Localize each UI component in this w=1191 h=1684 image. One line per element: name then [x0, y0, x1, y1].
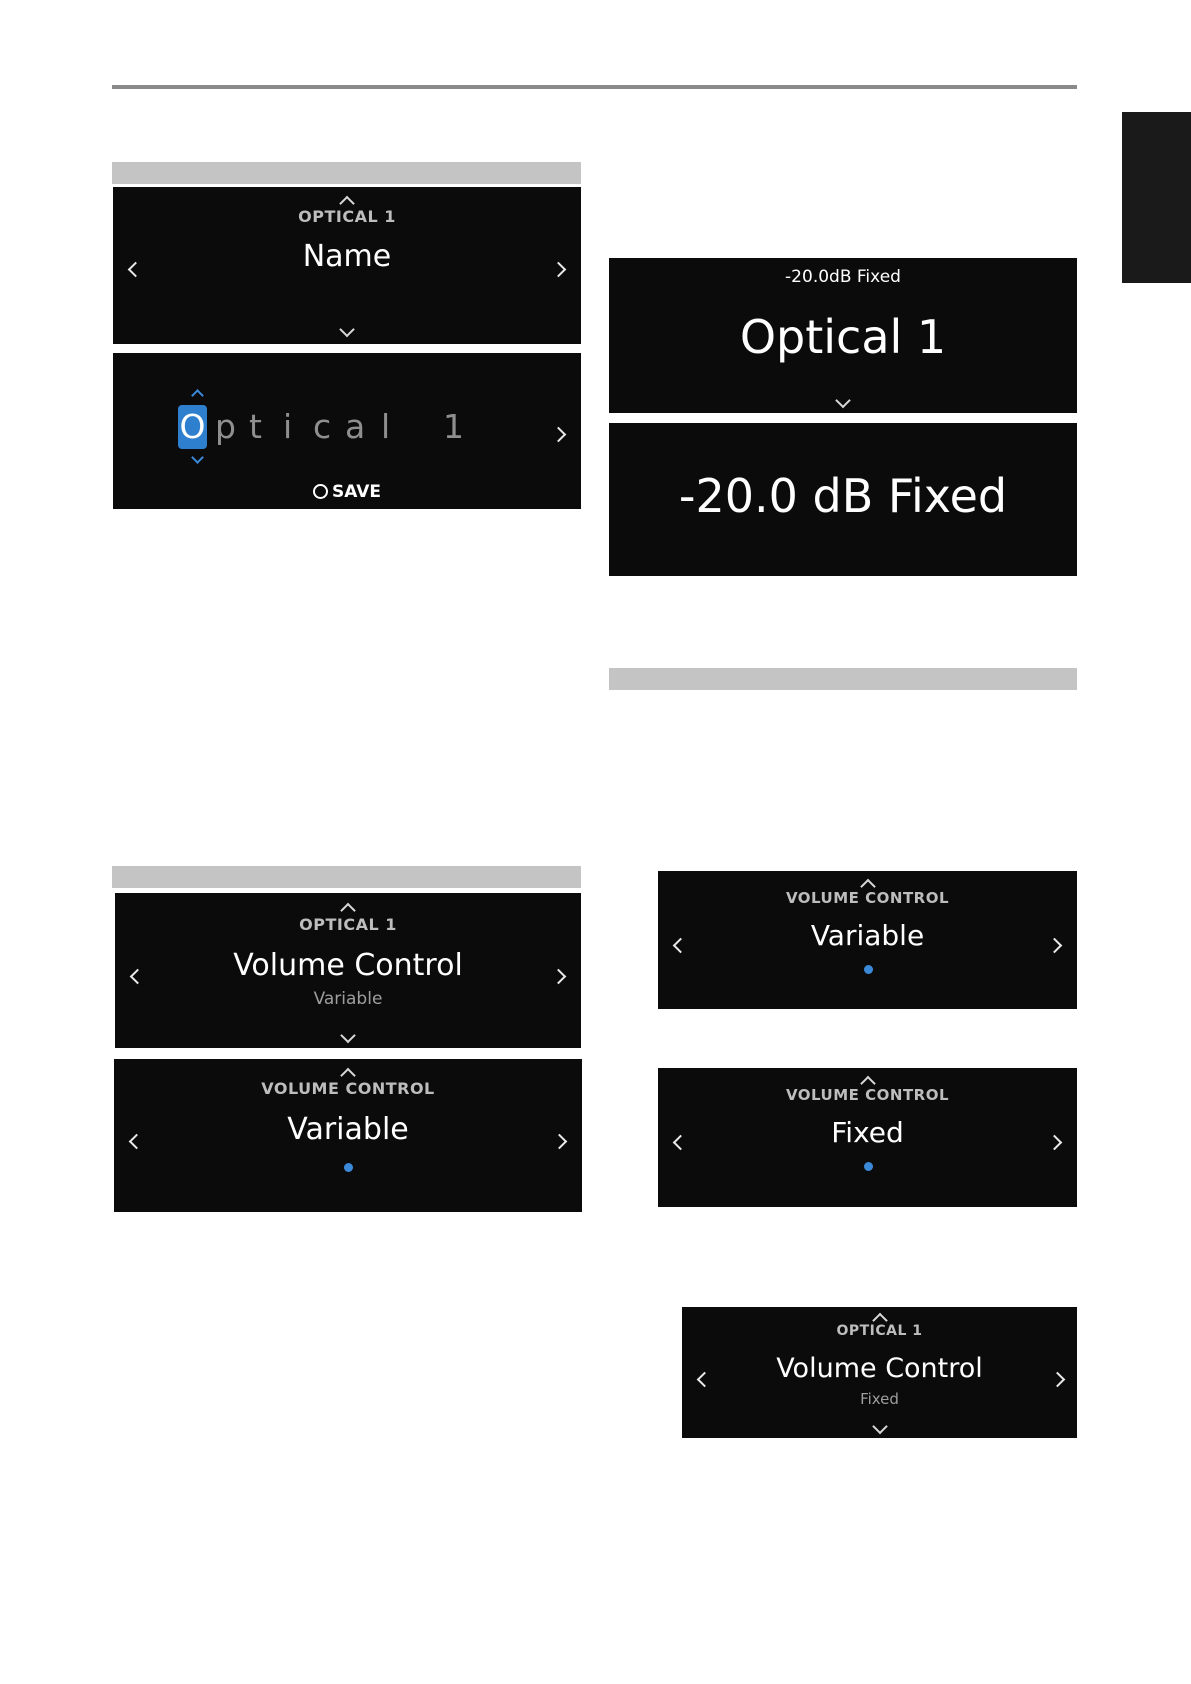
char-down-caret-icon[interactable] — [191, 451, 204, 464]
name-char[interactable]: c — [313, 407, 332, 446]
name-char[interactable]: p — [215, 407, 236, 446]
screen-caption: VOLUME CONTROL — [785, 889, 950, 907]
section-bar-volume-control — [112, 866, 581, 888]
option-value: Variable — [287, 1112, 409, 1147]
volume-control-menu-screen — [115, 893, 581, 1048]
chapter-tab — [1122, 112, 1191, 283]
screen-title: Volume Control — [776, 1353, 983, 1384]
name-characters — [113, 405, 581, 449]
selected-dot-icon — [344, 1163, 353, 1172]
char-up-caret-icon[interactable] — [191, 389, 204, 402]
volume-screen — [609, 423, 1077, 576]
name-char[interactable]: t — [249, 407, 262, 446]
option-value: Variable — [810, 919, 925, 952]
section-bar-volume — [609, 668, 1077, 690]
top-rule — [112, 85, 1077, 89]
current-value: Variable — [313, 989, 383, 1009]
screen-caption: OPTICAL 1 — [836, 1323, 923, 1339]
name-char-selected[interactable]: O — [178, 405, 207, 449]
source-name: Optical 1 — [739, 310, 947, 364]
save-label: SAVE — [331, 482, 382, 502]
circle-icon — [313, 484, 328, 499]
down-caret-icon[interactable] — [339, 322, 355, 338]
current-value: Fixed — [860, 1390, 899, 1408]
option-value: Fixed — [831, 1116, 904, 1149]
screen-title: Volume Control — [233, 948, 463, 983]
selected-dot-icon — [864, 965, 873, 974]
volume-control-menu-fixed-screen — [682, 1307, 1077, 1438]
down-caret-icon[interactable] — [872, 1419, 888, 1435]
volume-control-option-screen — [114, 1059, 582, 1212]
selected-dot-icon — [864, 1162, 873, 1171]
screen-caption: OPTICAL 1 — [298, 207, 396, 226]
home-screen — [609, 258, 1077, 413]
volume-value: -20.0 dB Fixed — [678, 469, 1008, 523]
screen-caption: VOLUME CONTROL — [785, 1086, 950, 1104]
section-bar-name — [112, 162, 581, 184]
status-line: -20.0dB Fixed — [785, 267, 901, 287]
volume-control-variable-screen — [658, 871, 1077, 1009]
save-button[interactable] — [113, 482, 581, 502]
screen-title: Name — [302, 239, 392, 274]
name-editor-screen — [113, 353, 581, 509]
volume-control-fixed-screen — [658, 1068, 1077, 1207]
down-caret-icon[interactable] — [340, 1028, 356, 1044]
screen-caption: VOLUME CONTROL — [261, 1079, 435, 1098]
name-char[interactable]: 1 — [443, 407, 464, 446]
screen-caption: OPTICAL 1 — [299, 915, 397, 934]
name-char[interactable]: i — [283, 407, 293, 446]
name-char[interactable]: a — [345, 407, 366, 446]
down-caret-icon[interactable] — [835, 393, 851, 409]
name-char[interactable]: l — [381, 407, 391, 446]
name-menu-screen — [113, 187, 581, 344]
